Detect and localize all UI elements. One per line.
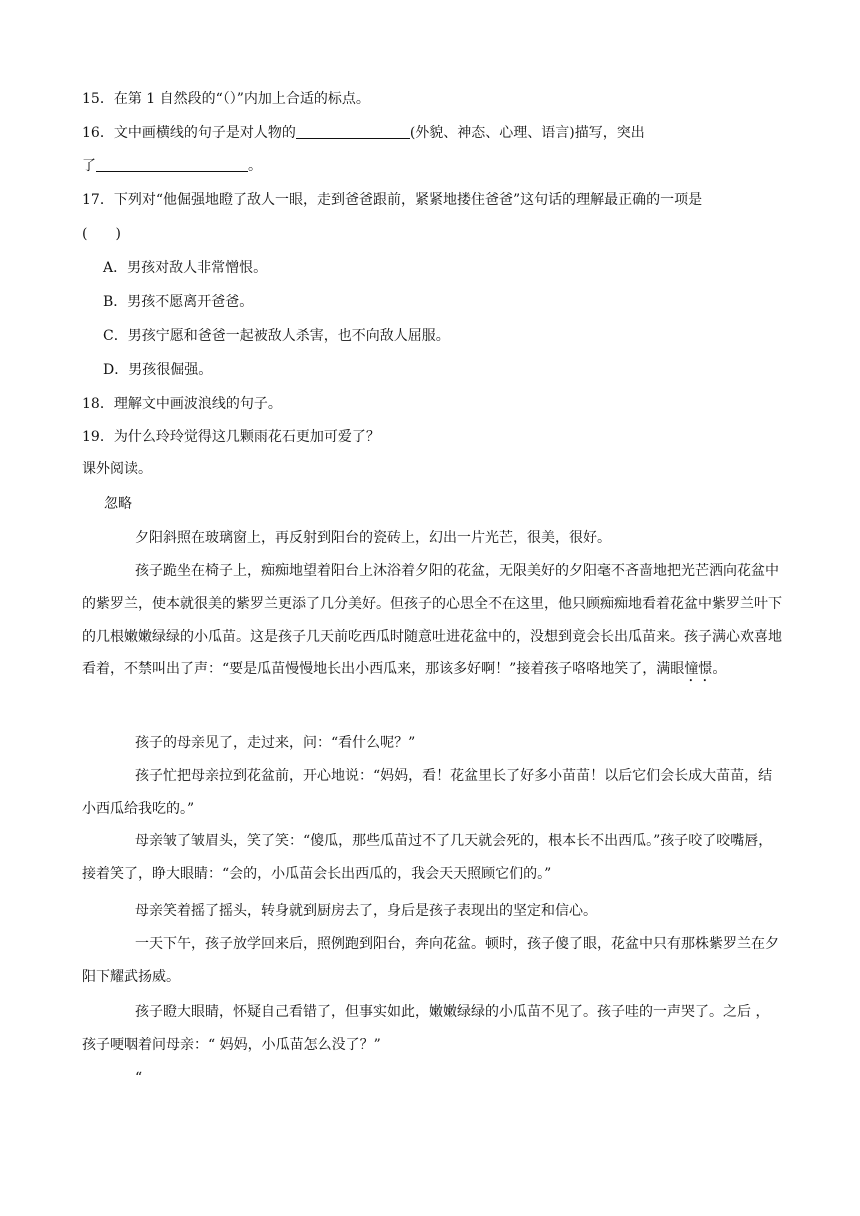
story-paragraph-2 xyxy=(82,555,782,686)
question-15: 15．在第 1 自然段的“（）”内加上合适的标点。 xyxy=(82,91,370,107)
answer-blank[interactable] xyxy=(96,156,248,172)
story-paragraph-2-text: 孩子跪坐在椅子上，痴痴地望着阳台上沐浴着夕阳的花盆，无限美好的夕阳毫不吝啬地把光芒洒向花盆中的紫罗兰，使本就很美的紫罗兰更添了几分美好。但孩子的心思全不在这里，他只顾痴痴地看着花盆中紫罗兰叶下的几根嫩嫩绿绿的小瓜苗。这是孩子几天前吃西瓜时随意吐进花盆中的，没想到竟会长出瓜苗来。孩子满心欢喜地看着，不禁叫出了声：“要是瓜苗慢慢地长出小西瓜来，那该多好啊！”接着孩子咯咯地笑了，满眼 xyxy=(82,563,782,678)
story-paragraph-8: 孩子瞪大眼睛，怀疑自己看错了，但事实如此，嫩嫩绿绿的小瓜苗不见了。孩子哇的一声哭了。之后 ，孩子哽咽着问母亲：“ 妈妈，小瓜苗怎么没了？” xyxy=(82,1004,770,1053)
option-d: D．男孩很倔强。 xyxy=(103,362,213,378)
answer-blank[interactable] xyxy=(296,123,410,139)
section-label: 课外阅读。 xyxy=(82,461,152,477)
option-a: A．男孩对敌人非常憎恨。 xyxy=(103,260,268,276)
question-16-line2-suffix: 。 xyxy=(248,158,262,174)
question-16-suffix: (外貌、神态、心理、语言)描写，突出 xyxy=(409,125,645,141)
story-title: 忽略 xyxy=(104,496,132,512)
story-paragraph-4: 孩子忙把母亲拉到花盆前，开心地说：“妈妈，看！花盆里长了好多小苗苗！以后它们会长成大苗苗，结小西瓜给我吃的。” xyxy=(82,768,773,817)
question-16-line2-prefix: 了 xyxy=(82,158,96,174)
question-16-line2 xyxy=(82,156,262,176)
question-16-prefix: 16．文中画横线的句子是对人物的 xyxy=(82,125,296,141)
question-16 xyxy=(82,123,645,143)
story-paragraph-7: 一天下午，孩子放学回来后，照例跑到阳台，奔向花盆。顿时，孩子傻了眼，花盆中只有那株紫罗兰在夕阳下耀武扬威。 xyxy=(82,936,779,985)
dotted-word: 憧憬 xyxy=(684,661,713,678)
story-paragraph-6: 母亲笑着摇了摇头，转身就到厨房去了，身后是孩子表现出的坚定和信心。 xyxy=(135,903,597,919)
story-paragraph-9: “ xyxy=(135,1070,143,1086)
option-c: C．男孩宁愿和爸爸一起被敌人杀害，也不向敌人屈服。 xyxy=(103,328,450,344)
question-17: 17．下列对“他倔强地瞪了敌人一眼，走到爸爸跟前，紧紧地搂住爸爸”这句话的理解最正确的一项是 xyxy=(82,192,703,208)
question-19: 19．为什么玲玲觉得这几颗雨花石更加可爱了？ xyxy=(82,429,380,445)
option-b: B．男孩不愿离开爸爸。 xyxy=(103,294,254,310)
question-17-bracket: ( ) xyxy=(82,226,121,242)
story-paragraph-1: 夕阳斜照在玻璃窗上，再反射到阳台的瓷砖上，幻出一片光芒，很美，很好。 xyxy=(135,530,611,546)
question-18: 18．理解文中画波浪线的句子。 xyxy=(82,396,282,412)
story-paragraph-3: 孩子的母亲见了，走过来，问：“看什么呢？” xyxy=(135,735,416,751)
story-paragraph-5: 母亲皱了皱眉头，笑了笑：“傻瓜，那些瓜苗过不了几天就会死的，根本长不出西瓜。”孩子咬了咬嘴唇，接着笑了，睁大眼睛：“会的，小瓜苗会长出西瓜的，我会天天照顾它们的。” xyxy=(82,833,773,882)
story-paragraph-2-end: 。 xyxy=(712,661,727,678)
